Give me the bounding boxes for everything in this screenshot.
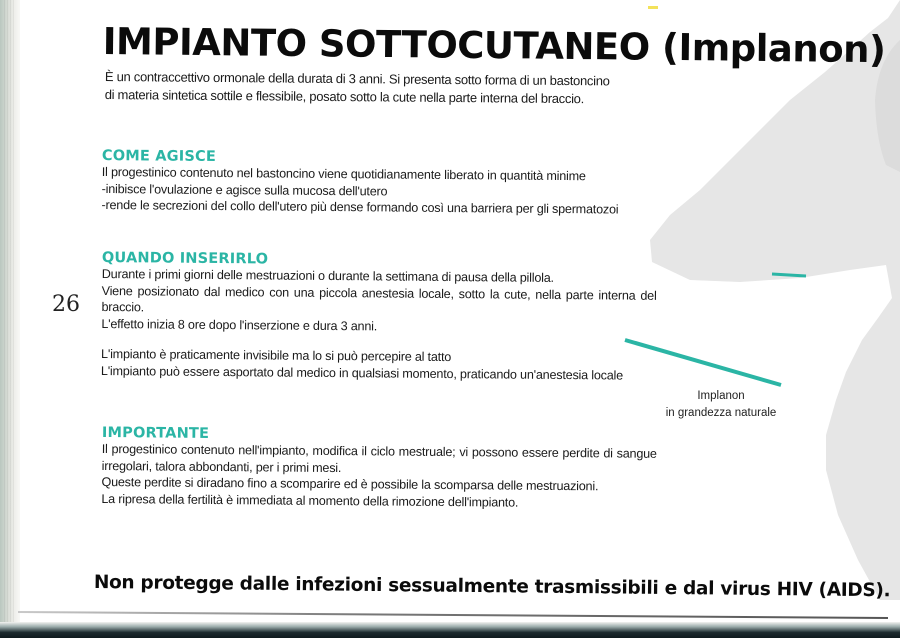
section-line: -rende le secrezioni del collo dell'utero più dense formando così una barriera per gli spermatozoi xyxy=(101,197,619,217)
section-line: L'impianto può essere asportato dal medico in qualsiasi momento, praticando un'anestesia locale xyxy=(100,363,624,383)
section-importante xyxy=(101,425,657,512)
section-line: Durante i primi giorni delle mestruazioni o durante la settimana di pausa della pillola. xyxy=(101,266,554,285)
section-line: L'impianto è praticamente invisibile ma lo si può percepire al tatto xyxy=(101,346,452,365)
section-heading: QUANDO INSERIRLO xyxy=(101,250,269,268)
caption-line: in grandezza naturale xyxy=(665,407,777,419)
section-quando-inserirlo xyxy=(101,250,657,384)
intro-line: È un contraccettivo ormonale della durata di 3 anni. Si presenta sotto forma di un bastoncino xyxy=(104,68,610,89)
section-heading: COME AGISCE xyxy=(101,148,217,165)
std-warning: Non protegge dalle infezioni sessualmente trasmissibili e dal virus HIV (AIDS). xyxy=(93,572,891,602)
implant-in-arm xyxy=(772,274,806,276)
section-line: Viene posizionato dal medico con una piccola anestesia locale, sotto la cute, nella parte interna del braccio. xyxy=(101,283,657,315)
section-line: La ripresa della fertilità è immediata al momento della rimozione dell'impianto. xyxy=(101,491,519,510)
section-line: Il progestinico contenuto nell'impianto, modifica il ciclo mestruale; vi possono essere perdite di sangue irregolari, talora abbondanti, per i primi mesi. xyxy=(101,441,657,475)
book-bottom-edge xyxy=(0,622,900,638)
section-line: -inibisce l'ovulazione e agisce sulla mucosa dell'utero xyxy=(101,181,388,198)
page-number: 26 xyxy=(52,292,80,317)
section-come-agisce xyxy=(101,148,657,218)
intro-line: di materia sintetica sottile e flessibile, posato sotto la cute nella parte interna del braccio. xyxy=(104,86,585,107)
section-heading: IMPORTANTE xyxy=(101,425,210,442)
section-line: L'effetto inizia 8 ore dopo l'inserzione e dura 3 anni. xyxy=(101,316,378,333)
intro-paragraph xyxy=(105,68,685,109)
page-title: IMPIANTO SOTTOCUTANEO (Implanon) xyxy=(102,20,886,72)
section-line: Il progestinico contenuto nel bastoncino viene quotidianamente liberato in quantità minime xyxy=(101,164,586,184)
caption-line: Implanon xyxy=(697,390,745,402)
section-line: Queste perdite si diradano fino a scomparire ed è possibile la scomparsa delle mestruazioni. xyxy=(101,474,599,494)
illustration-caption xyxy=(660,388,782,422)
silhouette-body xyxy=(650,0,900,600)
